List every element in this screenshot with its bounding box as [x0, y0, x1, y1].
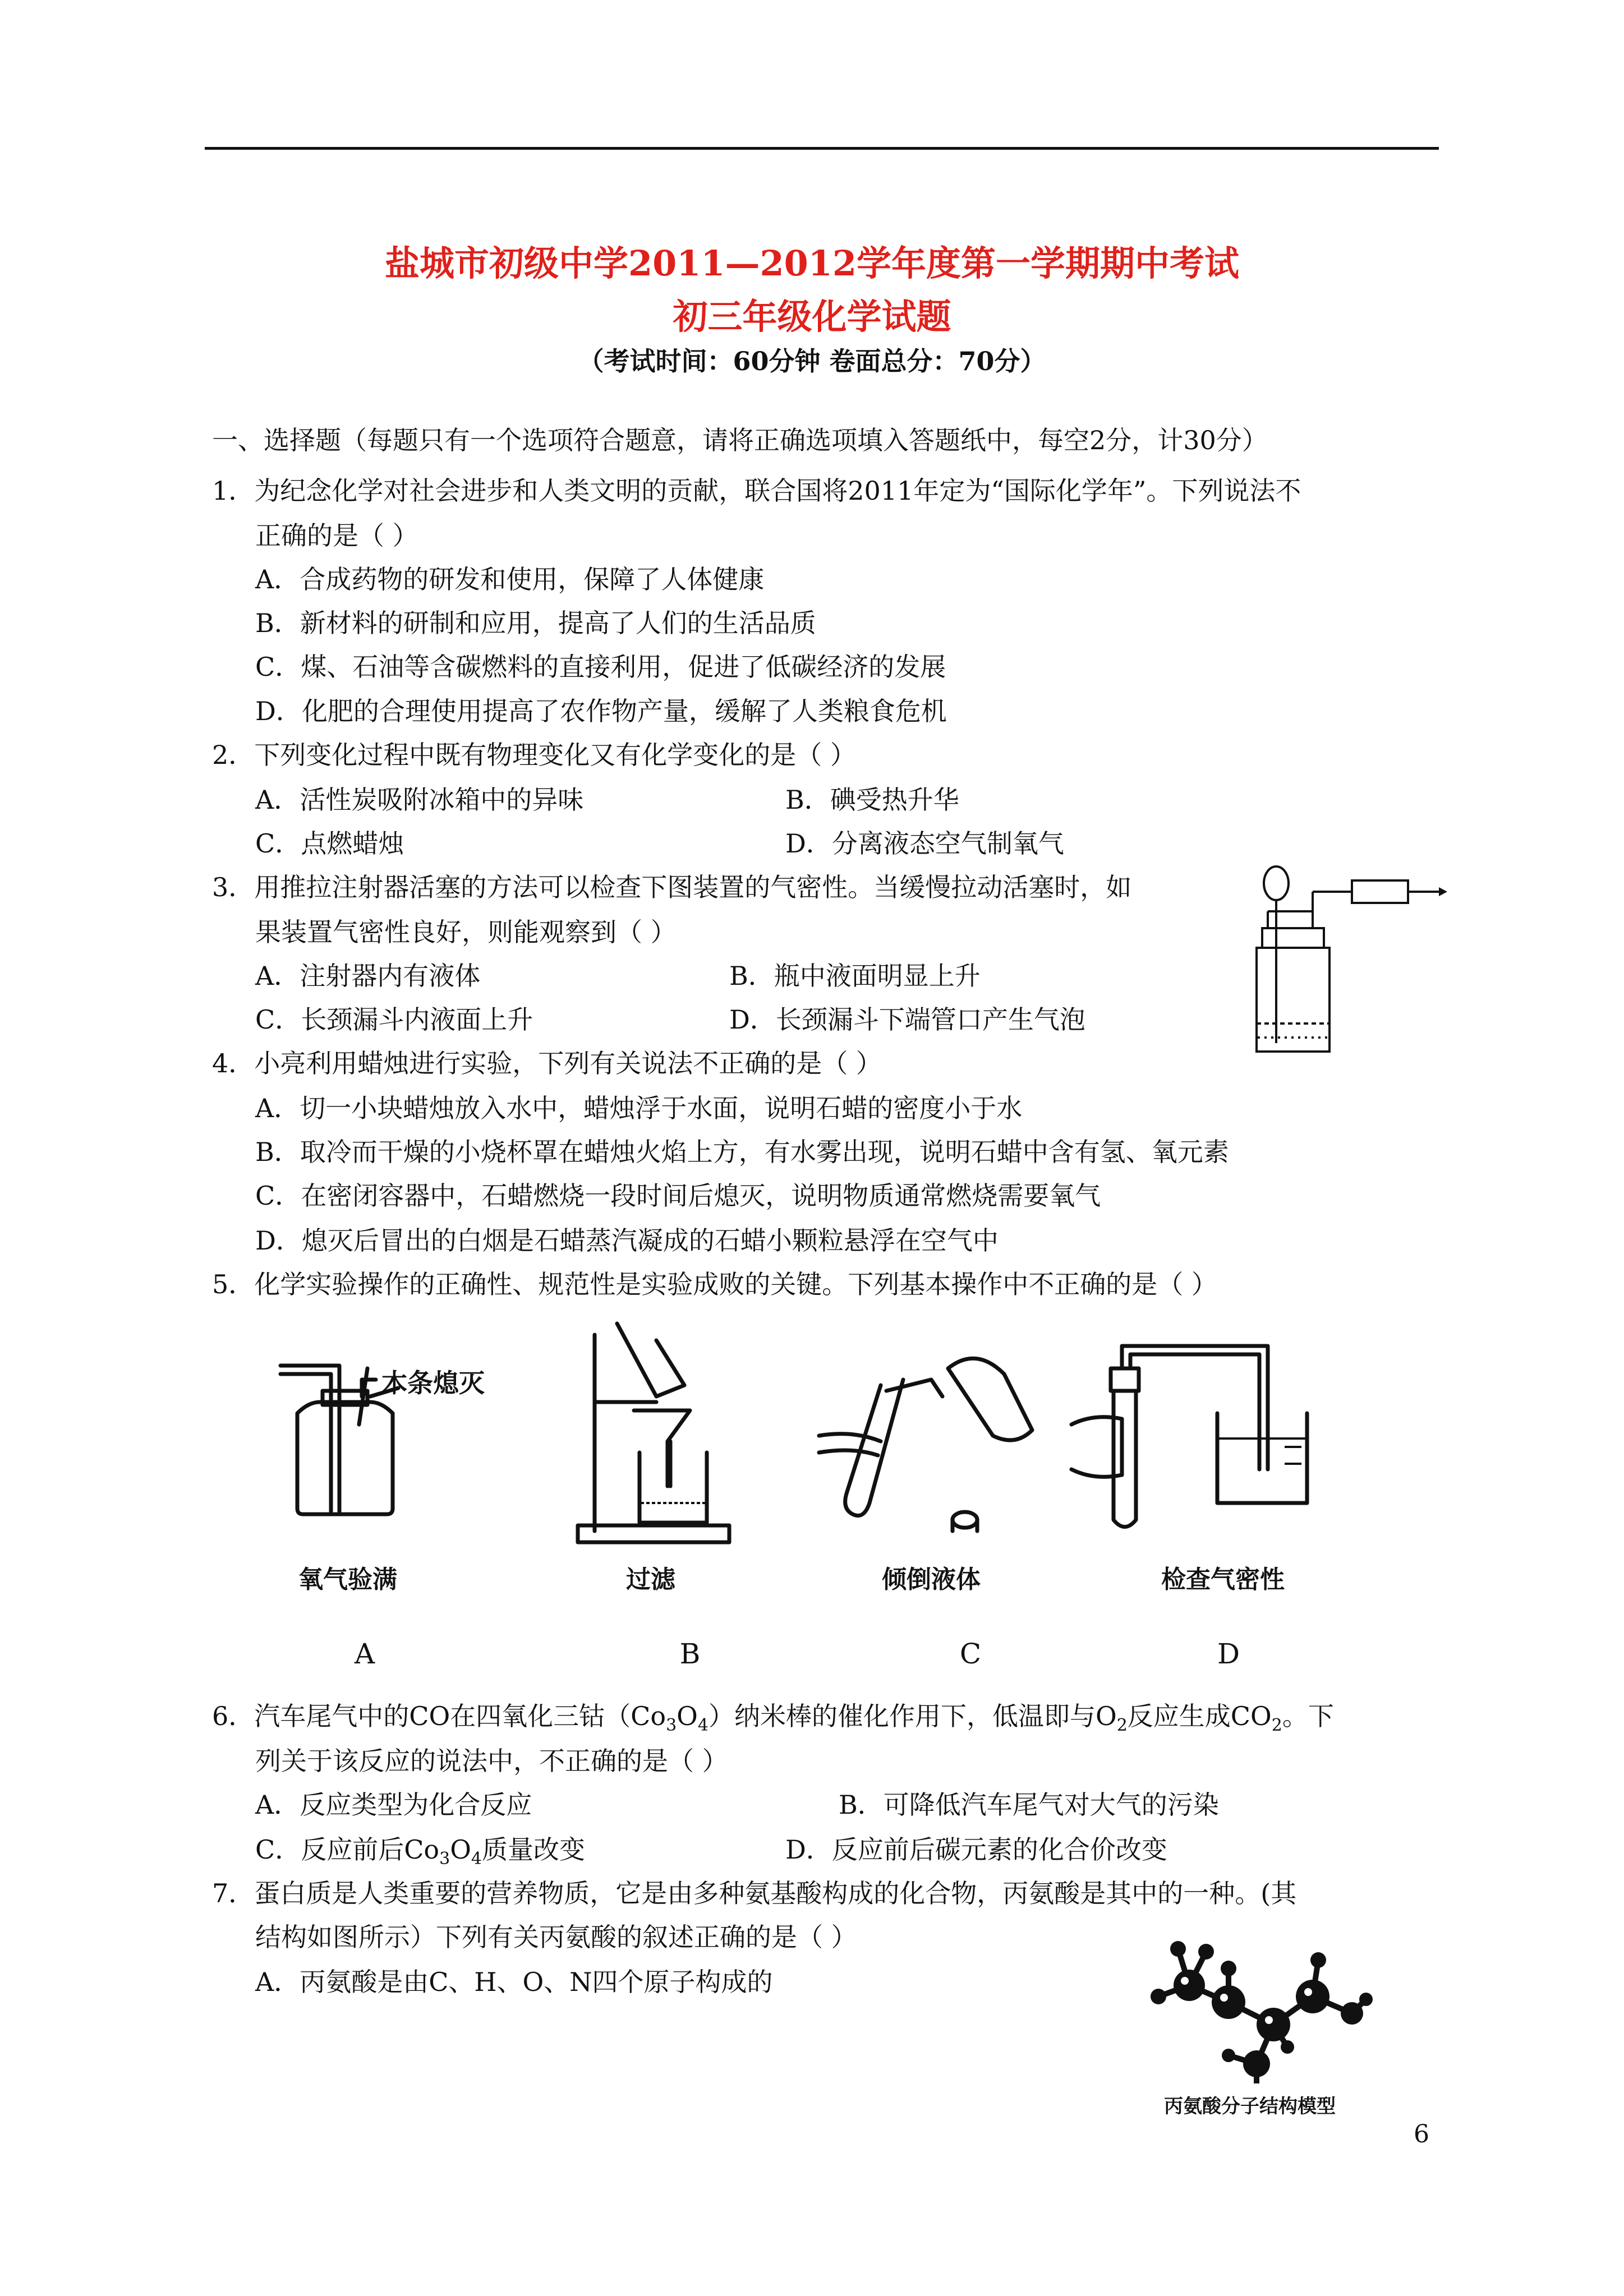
figure-a-letter: A — [354, 1638, 375, 1670]
q1-option-b: B．新材料的研制和应用，提高了人们的生活品质 — [255, 608, 816, 638]
q3-option-a: A．注射器内有液体 — [255, 961, 481, 991]
q1-option-c: C．煤、石油等含碳燃料的直接利用，促进了低碳经济的发展 — [255, 652, 946, 682]
q4-option-a: A．切一小块蜡烛放入水中，蜡烛浮于水面，说明石蜡的密度小于水 — [255, 1093, 1023, 1123]
q4-option-d: D．熄灭后冒出的白烟是石蜡蒸汽凝成的石蜡小颗粒悬浮在空气中 — [255, 1225, 999, 1256]
q2-option-d: D．分离液态空气制氧气 — [785, 828, 1064, 859]
q7-stem-line2: 结构如图所示）下列有关丙氨酸的叙述正确的是（ ） — [255, 1922, 857, 1952]
q2-option-b: B．碘受热升华 — [785, 785, 959, 815]
q1-option-d: D．化肥的合理使用提高了农作物产量，缓解了人类粮食危机 — [255, 696, 947, 726]
q5-stem: 5．化学实验操作的正确性、规范性是实验成败的关键。下列基本操作中不正确的是（ ） — [212, 1269, 1217, 1299]
alanine-model-caption: 丙氨酸分子结构模型 — [1164, 2095, 1336, 2118]
exam-info: （考试时间：60分钟 卷面总分：70分） — [578, 346, 1046, 376]
q3-option-d: D．长颈漏斗下端管口产生气泡 — [729, 1004, 1085, 1035]
q1-stem-line1: 1．为纪念化学对社会进步和人类文明的贡献，联合国将2011年定为“国际化学年”。下列说法不 — [212, 476, 1301, 506]
q3-stem-line2: 果装置气密性良好，则能观察到（ ） — [255, 917, 677, 947]
q3-option-c: C．长颈漏斗内液面上升 — [255, 1004, 533, 1035]
q6-stem-line1: 6．汽车尾气中的CO在四氧化三钴$(Co_3O_4)$纳米棒的催化作用下，低温即与$O_2$反应生成$CO_2$。下 — [212, 1701, 1334, 1736]
q3-option-b: B．瓶中液面明显上升 — [729, 961, 981, 991]
figure-b-letter: B — [679, 1638, 701, 1670]
exam-subtitle: 初三年级化学试题 — [673, 296, 951, 337]
section-heading: 一、选择题（每题只有一个选项符合题意，请将正确选项填入答题纸中，每空2分，计30分） — [212, 425, 1268, 455]
q4-option-b: B．取冷而干燥的小烧杯罩在蜡烛火焰上方，有水雾出现，说明石蜡中含有氢、氧元素 — [255, 1137, 1229, 1167]
q3-stem-line1: 3．用推拉注射器活塞的方法可以检查下图装置的气密性。当缓慢拉动活塞时，如 — [212, 872, 1132, 902]
q6-option-c: C．反应前后$Co_3O_4$质量改变 — [255, 1834, 585, 1869]
figure-a-caption: 氧气验满 — [298, 1565, 397, 1594]
q7-option-a: A．丙氨酸是由C、H、O、N四个原子构成的 — [255, 1967, 773, 1997]
q6-option-d: D．反应前后碳元素的化合价改变 — [785, 1834, 1167, 1865]
airtightness-apparatus-figure — [1245, 858, 1447, 1060]
figure-c-pouring-liquid — [808, 1335, 1043, 1548]
figure-a-label: 木条熄灭 — [381, 1368, 485, 1398]
q7-stem-line1: 7．蛋白质是人类重要的营养物质，它是由多种氨基酸构成的化合物，丙氨酸是其中的一种。(其 — [212, 1878, 1297, 1908]
q4-option-c: C．在密闭容器中，石蜡燃烧一段时间后熄灭，说明物质通常燃烧需要氧气 — [255, 1181, 1101, 1211]
figure-c-caption: 倾倒液体 — [882, 1565, 981, 1594]
q4-stem: 4．小亮利用蜡烛进行实验，下列有关说法不正确的是（ ） — [212, 1048, 882, 1078]
figure-b-filtration — [572, 1318, 740, 1553]
figure-d-airtightness-check — [1060, 1335, 1324, 1548]
q6-stem-line2: 列关于该反应的说法中，不正确的是（ ） — [255, 1746, 728, 1776]
figure-d-letter: D — [1217, 1638, 1240, 1670]
q1-stem-line2: 正确的是（ ） — [255, 520, 418, 551]
q6-option-b: B．可降低汽车尾气对大气的污染 — [839, 1790, 1219, 1820]
page-number: 6 — [1414, 2120, 1429, 2149]
header-rule — [205, 147, 1439, 150]
figure-d-caption: 检查气密性 — [1161, 1565, 1285, 1594]
figure-c-letter: C — [959, 1638, 982, 1670]
q2-option-c: C．点燃蜡烛 — [255, 828, 404, 859]
q2-option-a: A．活性炭吸附冰箱中的异味 — [255, 785, 584, 815]
alanine-model-figure — [1144, 1918, 1380, 2086]
q2-stem: 2．下列变化过程中既有物理变化又有化学变化的是（ ） — [212, 740, 856, 770]
figure-b-caption: 过滤 — [626, 1565, 675, 1594]
q6-option-a: A．反应类型为化合反应 — [255, 1790, 532, 1820]
q1-option-a: A．合成药物的研发和使用，保障了人体健康 — [255, 564, 765, 594]
exam-title: 盐城市初级中学2011—2012学年度第一学期期中考试 — [384, 243, 1240, 284]
